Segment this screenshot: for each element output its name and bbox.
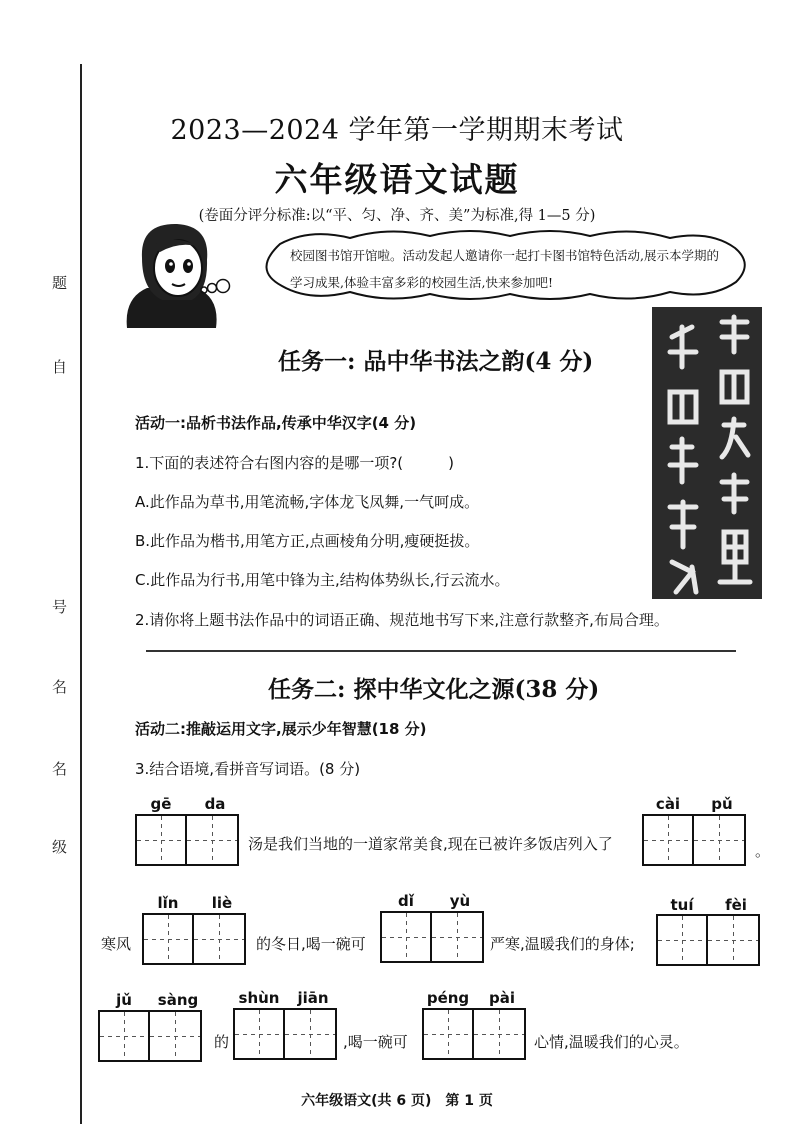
task1-title: 任务一: 品中华书法之韵(4 分) (278, 348, 594, 375)
seal-char: 名 (52, 678, 68, 696)
answer-cell[interactable] (285, 1008, 337, 1060)
answer-cell[interactable] (187, 814, 239, 866)
sentence-text: 严寒,温暖我们的身体; (490, 935, 635, 953)
exam-subtitle: 六年级语文试题 (274, 160, 520, 199)
answer-cell[interactable] (380, 911, 432, 963)
answer-cell[interactable] (98, 1010, 150, 1062)
answer-cell[interactable] (142, 913, 194, 965)
answer-cell[interactable] (422, 1008, 474, 1060)
pinyin: shùn (238, 989, 280, 1007)
answer-cell[interactable] (474, 1008, 526, 1060)
answer-cell[interactable] (135, 814, 187, 866)
pinyin: yù (449, 892, 471, 910)
exam-title: 2023—2024 学年第一学期期末考试 (170, 115, 624, 146)
pinyin: jiān (297, 989, 329, 1007)
sentence-text: 心情,温暖我们的心灵。 (534, 1033, 689, 1051)
answer-grid[interactable] (642, 814, 746, 866)
answer-cell[interactable] (656, 914, 708, 966)
girl-illustration-icon (112, 218, 242, 330)
task2-activity: 活动二:推敲运用文字,展示少年智慧(18 分) (135, 720, 427, 738)
answer-grid[interactable] (422, 1008, 526, 1060)
sentence-text: 汤是我们当地的一道家常美食,现在已被许多饭店列入了 (248, 835, 613, 853)
calligraphy-strokes-icon (652, 307, 762, 599)
seal-char: 自 (52, 358, 68, 376)
sentence-text: 的 (214, 1033, 230, 1051)
page-footer: 六年级语文(共 6 页) 第 1 页 (301, 1093, 493, 1109)
question-2: 2.请你将上题书法作品中的词语正确、规范地书写下来,注意行款整齐,布局合理。 (135, 611, 669, 629)
grading-note: (卷面分评分标准:以“平、匀、净、齐、美”为标准,得 1—5 分) (198, 208, 596, 224)
pinyin: pǔ (711, 795, 733, 813)
sentence-text: ,喝一碗可 (343, 1033, 408, 1051)
cloud-text: 校园图书馆开馆啦。活动发起人邀请你一起打卡图书馆特色活动,展示本学期的学习成果,体验丰富多彩的校园生活,快来参加吧! (290, 248, 719, 290)
pinyin: péng (426, 989, 470, 1007)
seal-char: 名 (52, 760, 68, 778)
task2-title: 任务二: 探中华文化之源(38 分) (268, 676, 600, 703)
seal-char: 题 (52, 274, 68, 292)
sentence-text: 。 (755, 842, 771, 860)
task1-activity: 活动一:品析书法作品,传承中华汉字(4 分) (135, 414, 417, 432)
divider (146, 650, 736, 652)
pinyin: da (204, 795, 226, 813)
option-b: B.此作品为楷书,用笔方正,点画棱角分明,瘦硬挺拔。 (135, 532, 480, 550)
pinyin: liè (211, 894, 233, 912)
option-a: A.此作品为草书,用笔流畅,字体龙飞凤舞,一气呵成。 (135, 493, 480, 511)
answer-grid[interactable] (656, 914, 760, 966)
pinyin: lǐn (157, 894, 179, 912)
answer-grid[interactable] (142, 913, 246, 965)
answer-cell[interactable] (233, 1008, 285, 1060)
pinyin: tuí (670, 896, 694, 914)
pinyin: cài (655, 795, 681, 813)
seal-char: 级 (52, 838, 68, 856)
pinyin: sàng (157, 991, 199, 1009)
question-1: 1.下面的表述符合右图内容的是哪一项?( ) (135, 454, 454, 472)
option-c: C.此作品为行书,用笔中锋为主,结构体势纵长,行云流水。 (135, 571, 510, 589)
answer-cell[interactable] (642, 814, 694, 866)
answer-grid[interactable] (380, 911, 484, 963)
answer-cell[interactable] (150, 1010, 202, 1062)
pinyin: dǐ (398, 892, 414, 910)
sentence-text: 寒风 (101, 935, 132, 953)
answer-grid[interactable] (135, 814, 239, 866)
answer-grid[interactable] (233, 1008, 337, 1060)
answer-cell[interactable] (708, 914, 760, 966)
pinyin: fèi (725, 896, 747, 914)
question-3: 3.结合语境,看拼音写词语。(8 分) (135, 760, 361, 778)
answer-grid[interactable] (98, 1010, 202, 1062)
pinyin: pài (488, 989, 515, 1007)
answer-cell[interactable] (194, 913, 246, 965)
answer-cell[interactable] (694, 814, 746, 866)
pinyin: gē (150, 795, 172, 813)
calligraphy-image (652, 307, 762, 599)
answer-cell[interactable] (432, 911, 484, 963)
sentence-text: 的冬日,喝一碗可 (256, 935, 366, 953)
seal-char: 号 (52, 598, 68, 616)
pinyin: jǔ (116, 991, 132, 1009)
